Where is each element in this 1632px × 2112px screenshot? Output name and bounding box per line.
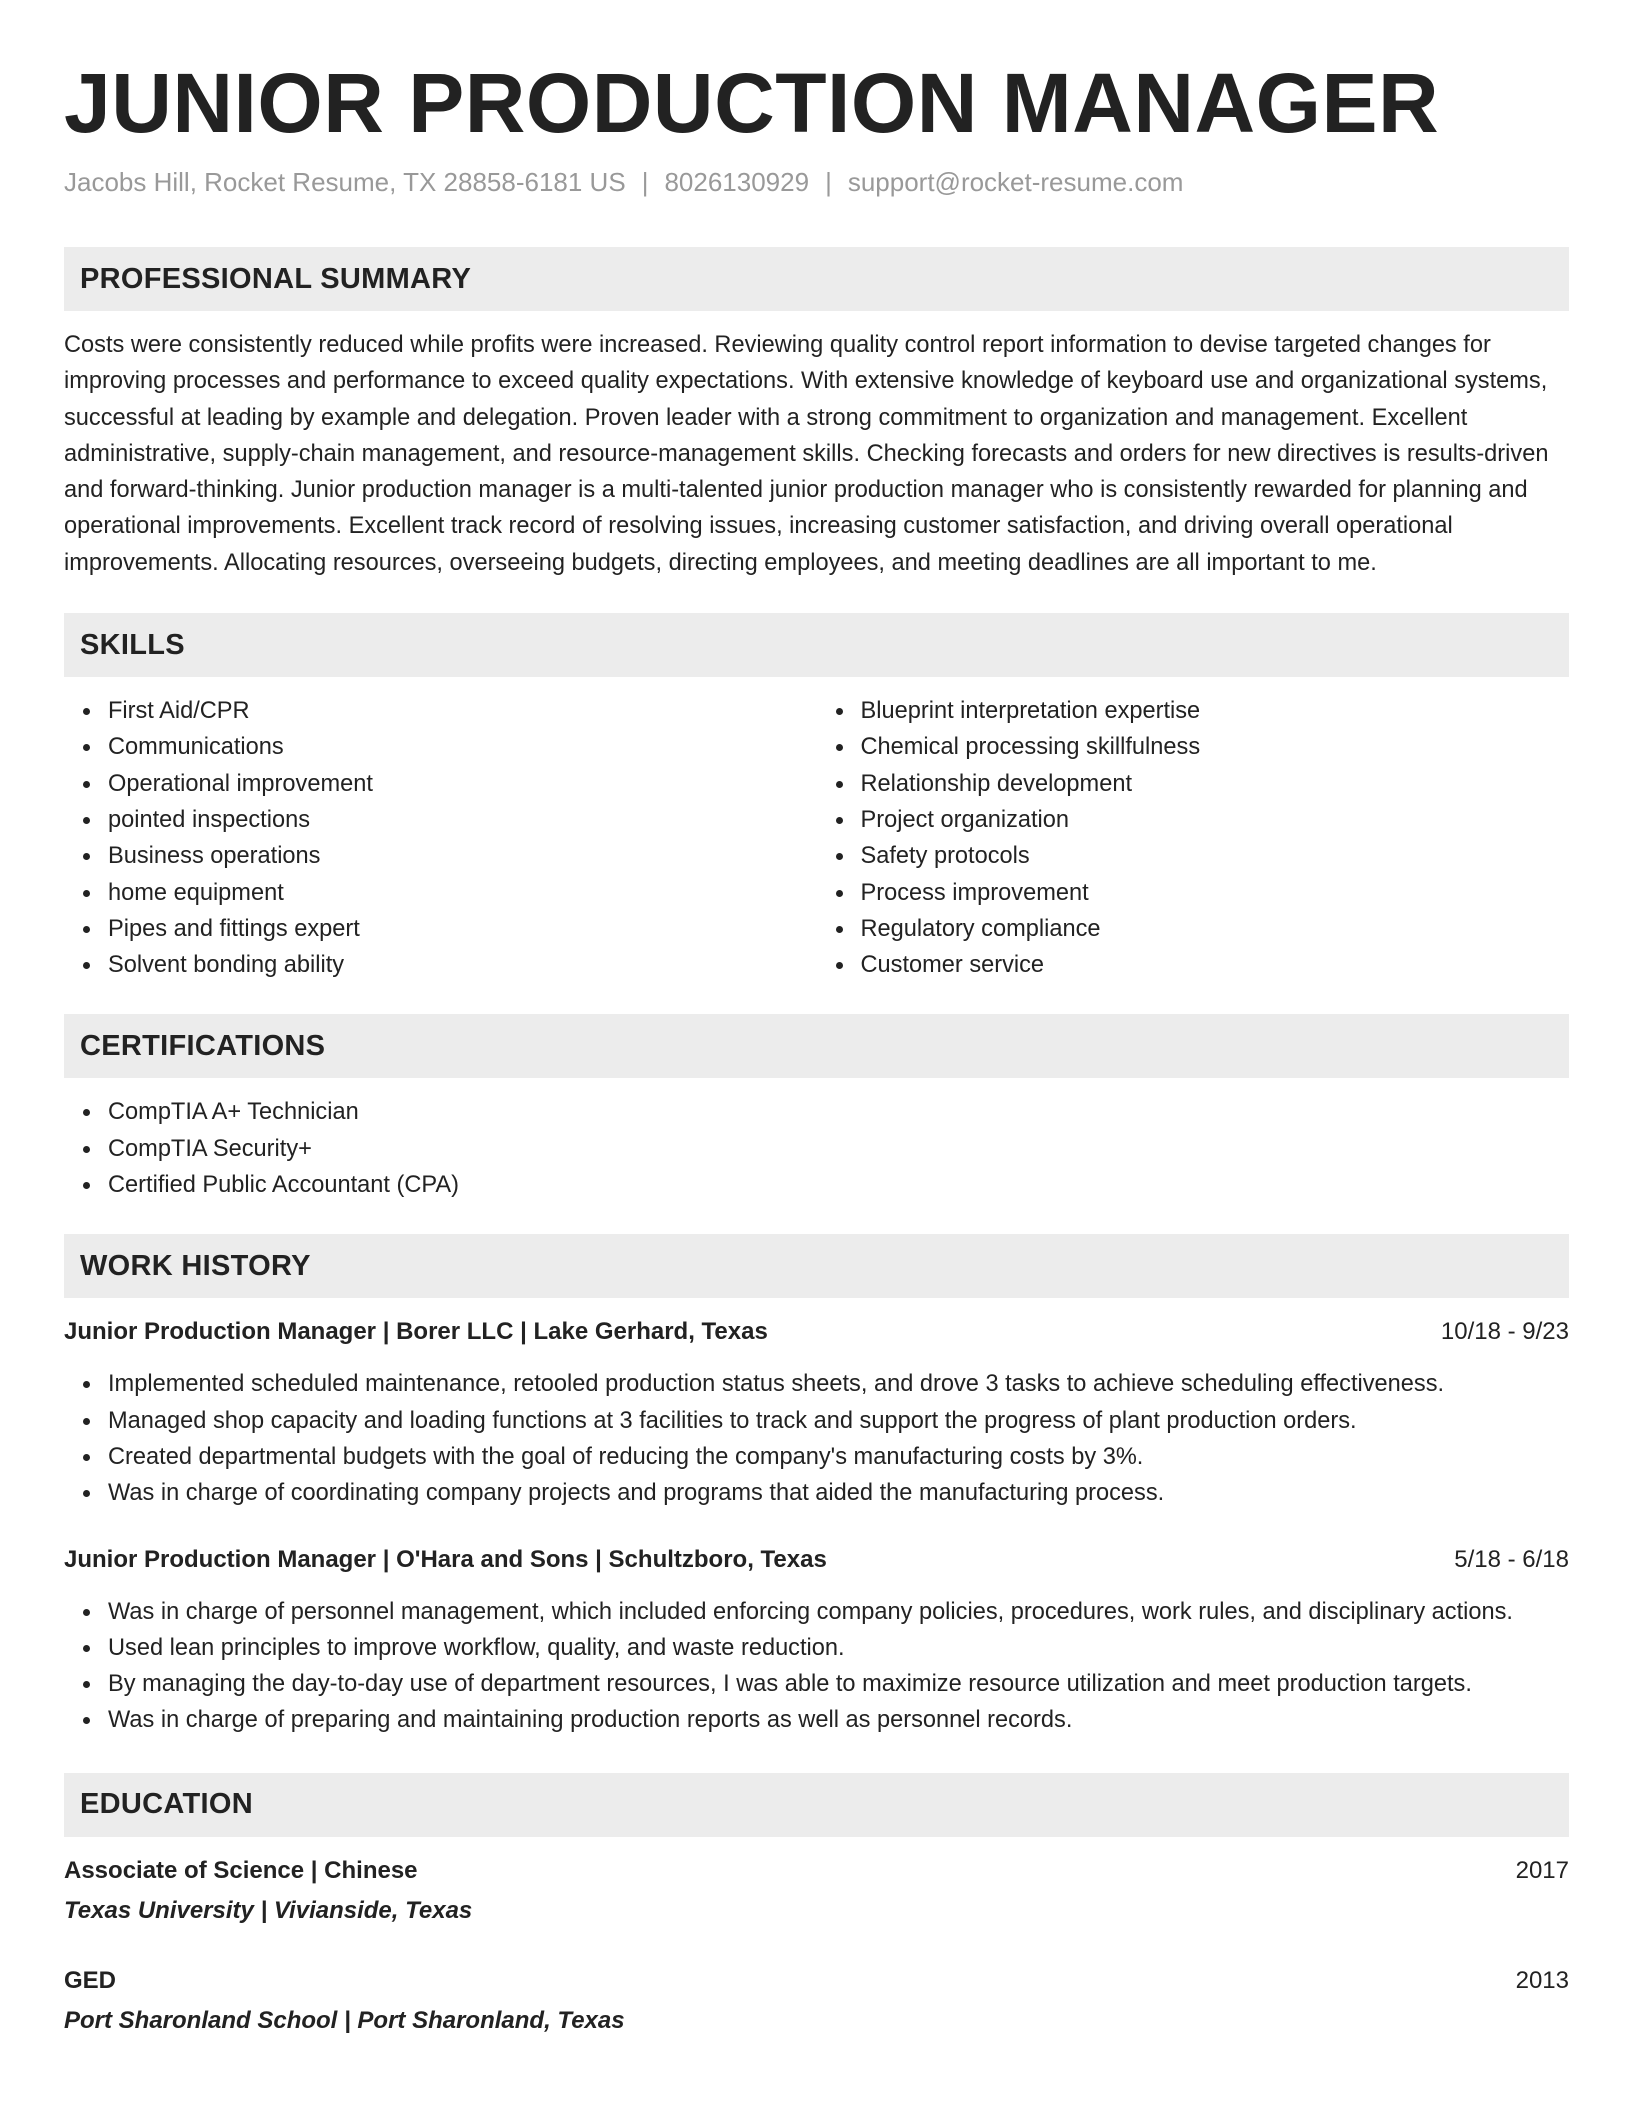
contact-line (64, 164, 1569, 200)
certification-item: CompTIA Security+ (108, 1131, 1569, 1167)
job-bullet-list (64, 1594, 1569, 1739)
job-bullet: By managing the day-to-day use of department resources, I was able to maximize resource utilization and meet production targets. (108, 1666, 1569, 1702)
certifications-list (64, 1094, 1569, 1203)
education-degree: GED (64, 1966, 117, 1994)
education-year: 2017 (1515, 1856, 1569, 1884)
education-degree: Associate of Science | Chinese (64, 1856, 418, 1884)
certifications-heading: CERTIFICATIONS (64, 1014, 1569, 1078)
certification-item: Certified Public Accountant (CPA) (108, 1167, 1569, 1203)
job-bullet: Used lean principles to improve workflow, quality, and waste reduction. (108, 1630, 1569, 1666)
education-school: Texas University | Vivianside, Texas (64, 1896, 473, 1924)
skill-item: First Aid/CPR (108, 693, 817, 729)
resume-name: JUNIOR PRODUCTION MANAGER (64, 56, 1440, 150)
skills-columns (64, 693, 1569, 983)
job-title: Junior Production Manager | O'Hara and Sons | Schultzboro, Texas (64, 1545, 827, 1573)
skill-item: Solvent bonding ability (108, 947, 817, 983)
job-bullet: Was in charge of personnel management, which included enforcing company policies, procedures, work rules, and disciplinary actions. (108, 1594, 1569, 1630)
contact-separator: | (825, 167, 832, 197)
job-bullet: Created departmental budgets with the goal of reducing the company's manufacturing costs by 3%. (108, 1439, 1569, 1475)
job-entry (64, 1542, 1569, 1739)
job-bullet: Managed shop capacity and loading functions at 3 facilities to track and support the progress of plant production orders. (108, 1403, 1569, 1439)
summary-heading: PROFESSIONAL SUMMARY (64, 247, 1569, 311)
work-history-heading: WORK HISTORY (64, 1234, 1569, 1298)
skill-item: Pipes and fittings expert (108, 911, 817, 947)
skill-item: Relationship development (861, 766, 1570, 802)
skill-item: Communications (108, 729, 817, 765)
skills-list-left (64, 693, 817, 983)
skill-item: home equipment (108, 875, 817, 911)
education-school: Port Sharonland School | Port Sharonland, Texas (64, 2006, 625, 2034)
job-entry (64, 1314, 1569, 1511)
skill-item: Blueprint interpretation expertise (861, 693, 1570, 729)
skill-item: Safety protocols (861, 838, 1570, 874)
job-bullet: Implemented scheduled maintenance, retooled production status sheets, and drove 3 tasks to achieve scheduling effectiveness. (108, 1366, 1569, 1402)
job-bullet: Was in charge of coordinating company projects and programs that aided the manufacturing process. (108, 1475, 1569, 1511)
job-title: Junior Production Manager | Borer LLC | Lake Gerhard, Texas (64, 1318, 768, 1346)
skills-heading: SKILLS (64, 613, 1569, 677)
job-bullet: Was in charge of preparing and maintaining production reports as well as personnel records. (108, 1702, 1569, 1738)
education-entry (64, 1963, 1569, 2039)
skill-item: pointed inspections (108, 802, 817, 838)
skill-item: Regulatory compliance (861, 911, 1570, 947)
education-header (64, 1853, 1569, 1889)
summary-text: Costs were consistently reduced while profits were increased. Reviewing quality control report information to devise targeted changes for improving processes and performance to exceed quality expectations. With extensive knowledge of keyboard use and organizational systems, successful at leading by example and delegation. Proven leader with a strong commitment to organization and management. Excellent administrative, supply-chain management, and resource-management skills. Checking forecasts and orders for new directives is results-driven and forward-thinking. Junior production manager is a multi-talented junior production manager who is consistently rewarded for planning and operational improvements. Excellent track record of resolving issues, increasing customer satisfaction, and driving overall operational improvements. Allocating resources, overseeing budgets, directing employees, and meeting deadlines are all important to me. (64, 332, 1549, 576)
skill-item: Chemical processing skillfulness (861, 729, 1570, 765)
contact-phone: 8026130929 (664, 167, 810, 197)
education-year: 2013 (1515, 1966, 1569, 1994)
skill-item: Operational improvement (108, 766, 817, 802)
contact-email: support@rocket-resume.com (847, 167, 1184, 197)
job-bullet-list (64, 1366, 1569, 1511)
job-header (64, 1314, 1569, 1350)
skill-item: Process improvement (861, 875, 1570, 911)
job-header (64, 1542, 1569, 1578)
skill-item: Customer service (861, 947, 1570, 983)
skill-item: Business operations (108, 838, 817, 874)
job-dates: 10/18 - 9/23 (1440, 1318, 1569, 1346)
contact-separator: | (641, 167, 649, 197)
skill-item: Project organization (861, 802, 1570, 838)
education-heading: EDUCATION (64, 1773, 1569, 1837)
job-dates: 5/18 - 6/18 (1454, 1545, 1569, 1573)
contact-address: Jacobs Hill, Rocket Resume, TX 28858-6181 US (64, 167, 626, 197)
education-header (64, 1963, 1569, 1999)
skills-list-right (817, 693, 1570, 983)
certification-item: CompTIA A+ Technician (108, 1094, 1569, 1130)
education-entry (64, 1853, 1569, 1929)
